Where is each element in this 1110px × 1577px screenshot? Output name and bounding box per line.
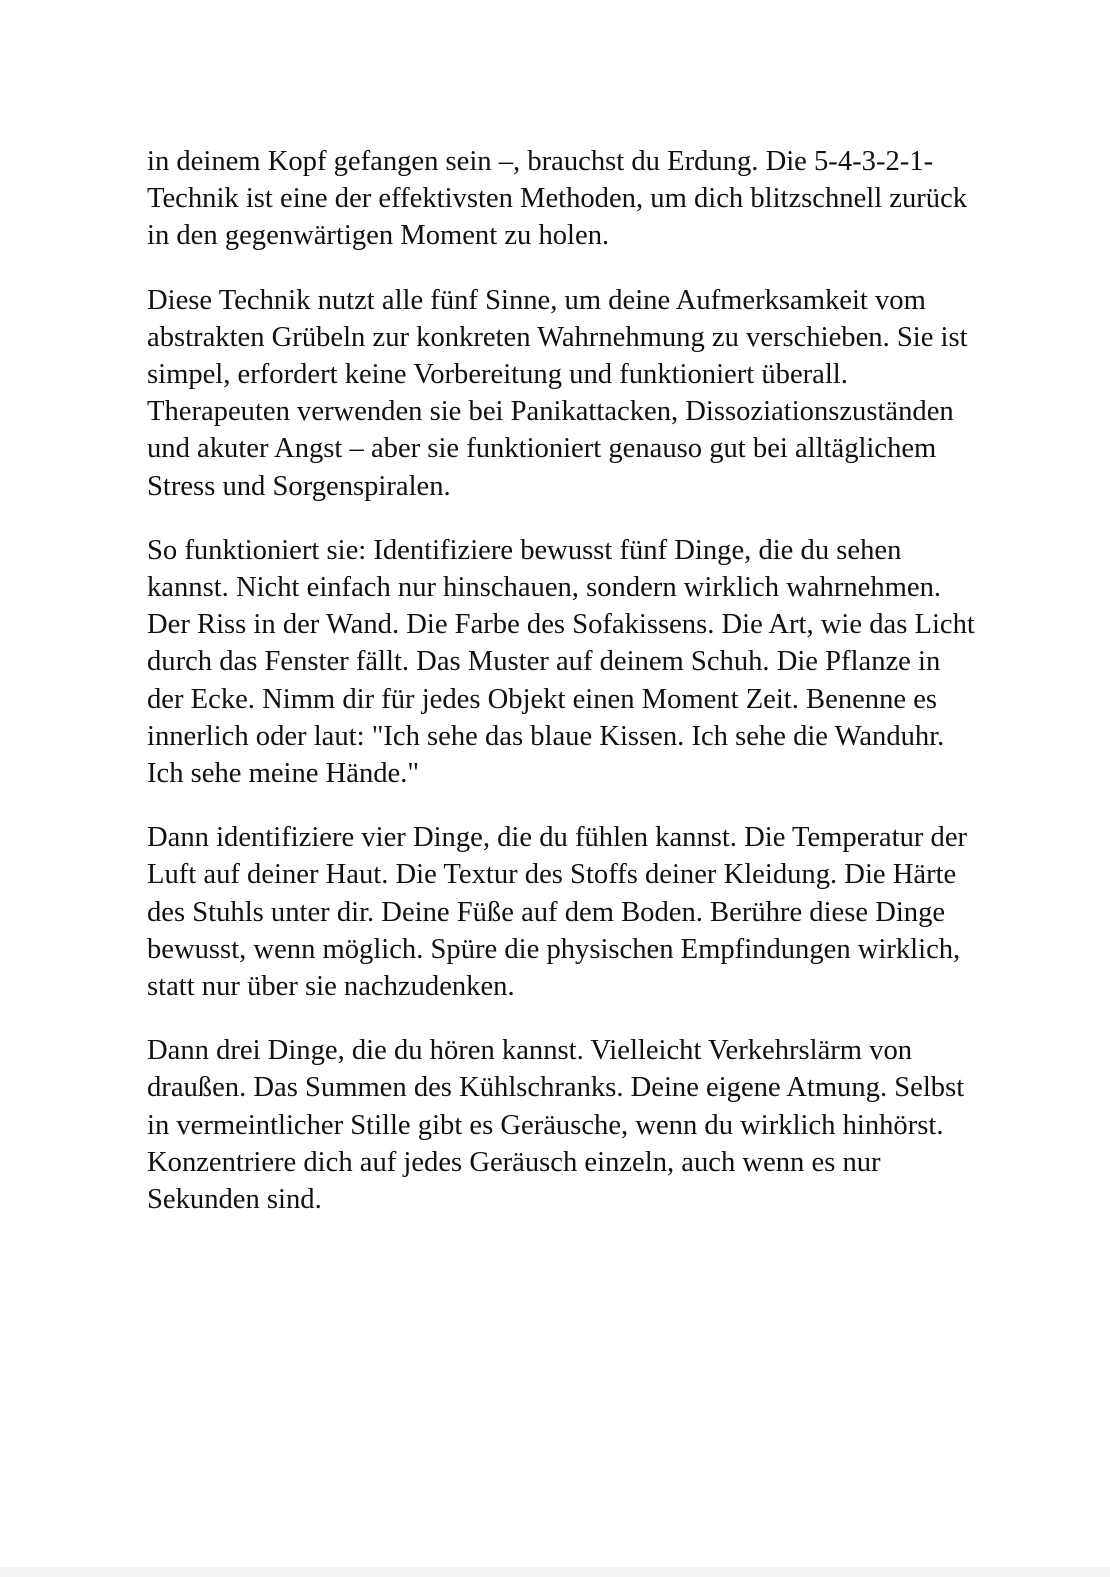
- paragraph-2: Diese Technik nutzt alle fünf Sinne, um deine Aufmerksamkeit vom abstrakten Grübeln zur konkreten Wahrnehmung zu verschieben. Sie ist simpel, erfordert keine Vorbereitung und funktioniert überall. Therapeuten verwenden sie bei Panikattacken, Dissoziationszuständen und akuter Angst – aber sie funktioniert genauso gut bei alltäglichem Stress und Sorgenspiralen.: [147, 284, 968, 502]
- page-bottom-edge: [0, 1567, 1110, 1577]
- body-text: [147, 143, 977, 1245]
- paragraph-1: in deinem Kopf gefangen sein –, brauchst du Erdung. Die 5-4-3-2-1-Technik ist eine der effektivsten Methoden, um dich blitzschnell zurück in den gegenwärtigen Moment zu holen.: [147, 146, 968, 252]
- paragraph-5: Dann drei Dinge, die du hören kannst. Vielleicht Verkehrslärm von draußen. Das Summen des Kühlschranks. Deine eigene Atmung. Selbst in vermeintlicher Stille gibt es Geräusche, wenn du wirklich hinhörst. Konzentriere dich auf jedes Geräusch einzeln, auch wenn es nur Sekunden sind.: [147, 1035, 965, 1216]
- paragraph-3: So funktioniert sie: Identifiziere bewusst fünf Dinge, die du sehen kannst. Nicht einfach nur hinschauen, sondern wirklich wahrnehmen. Der Riss in der Wand. Die Farbe des Sofakissens. Die Art, wie das Licht durch das Fenster fällt. Das Muster auf deinem Schuh. Die Pflanze in der Ecke. Nimm dir für jedes Objekt einen Moment Zeit. Benenne es innerlich oder laut: "Ich sehe das blaue Kissen. Ich sehe die Wanduhr. Ich sehe meine Hände.": [147, 534, 975, 790]
- paragraph-4: Dann identifiziere vier Dinge, die du fühlen kannst. Die Temperatur der Luft auf deiner Haut. Die Textur des Stoffs deiner Kleidung. Die Härte des Stuhls unter dir. Deine Füße auf dem Boden. Berühre diese Dinge bewusst, wenn möglich. Spüre die physischen Empfindungen wirklich, statt nur über sie nachzudenken.: [147, 822, 968, 1003]
